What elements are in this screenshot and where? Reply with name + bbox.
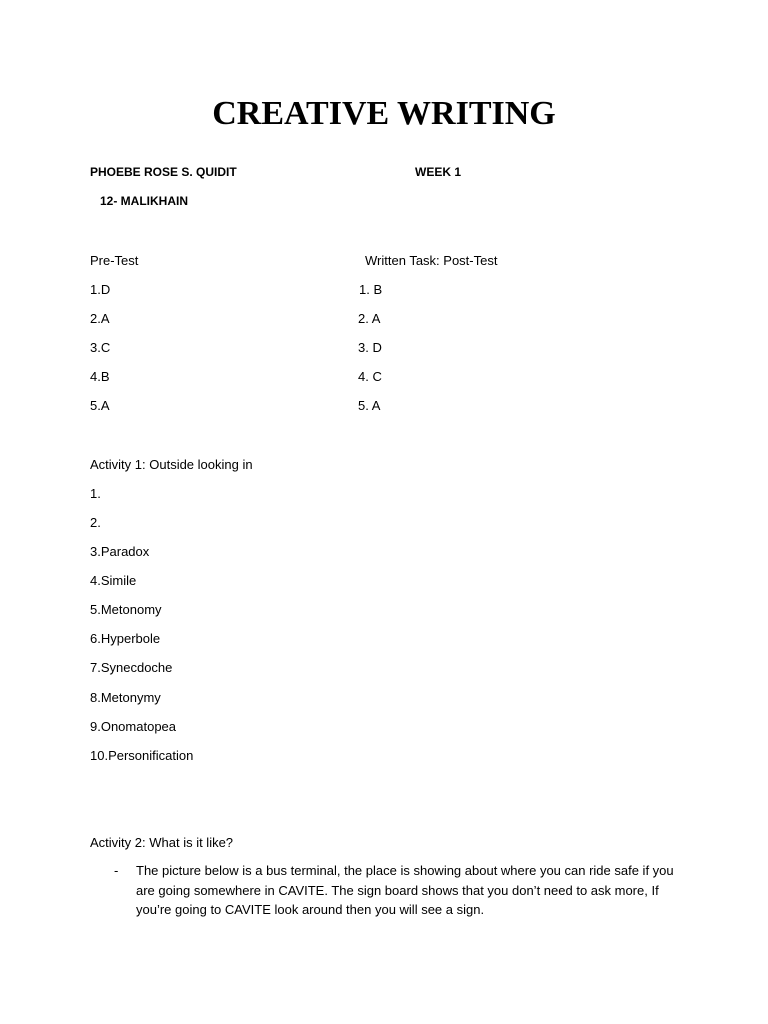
week-label: WEEK 1 <box>415 165 462 179</box>
pretest-answer: 5.A <box>90 398 110 413</box>
activity1-item: 4.Simile <box>90 573 137 588</box>
section-label: 12- MALIKHAIN <box>100 194 189 208</box>
activity1-item: 9.Onomatopea <box>90 719 177 734</box>
activity1-item: 7.Synecdoche <box>90 660 173 675</box>
posttest-answer: 3. D <box>358 340 382 355</box>
posttest-answer: 5. A <box>358 398 381 413</box>
posttest-answer: 4. C <box>358 369 382 384</box>
activity1-heading: Activity 1: Outside looking in <box>90 457 253 472</box>
pretest-heading: Pre-Test <box>90 253 139 268</box>
posttest-heading: Written Task: Post-Test <box>365 253 498 268</box>
bullet-marker: - <box>114 863 119 878</box>
activity1-item: 8.Metonymy <box>90 690 161 705</box>
activity1-item: 2. <box>90 515 101 530</box>
pretest-answer: 3.C <box>90 340 111 355</box>
activity1-item: 6.Hyperbole <box>90 631 161 646</box>
posttest-answer: 1. B <box>359 282 383 297</box>
activity2-paragraph: The picture below is a bus terminal, the place is showing about where you can ride safe if you are going somewhere in CAVITE. The sign board shows that you don’t need to ask more, If you’re going to CAVITE look around then you will see a sign. <box>136 863 674 917</box>
activity1-item: 3.Paradox <box>90 544 150 559</box>
pretest-answer: 4.B <box>90 369 110 384</box>
activity2-heading: Activity 2: What is it like? <box>90 835 234 850</box>
pretest-answer: 1.D <box>90 282 111 297</box>
student-name: PHOEBE ROSE S. QUIDIT <box>90 165 237 179</box>
posttest-answer: 2. A <box>358 311 381 326</box>
pretest-answer: 2.A <box>90 311 110 326</box>
activity1-item: 1. <box>90 486 101 501</box>
document-title: CREATIVE WRITING <box>212 95 556 132</box>
activity1-item: 10.Personification <box>90 748 194 763</box>
activity1-item: 5.Metonomy <box>90 602 162 617</box>
